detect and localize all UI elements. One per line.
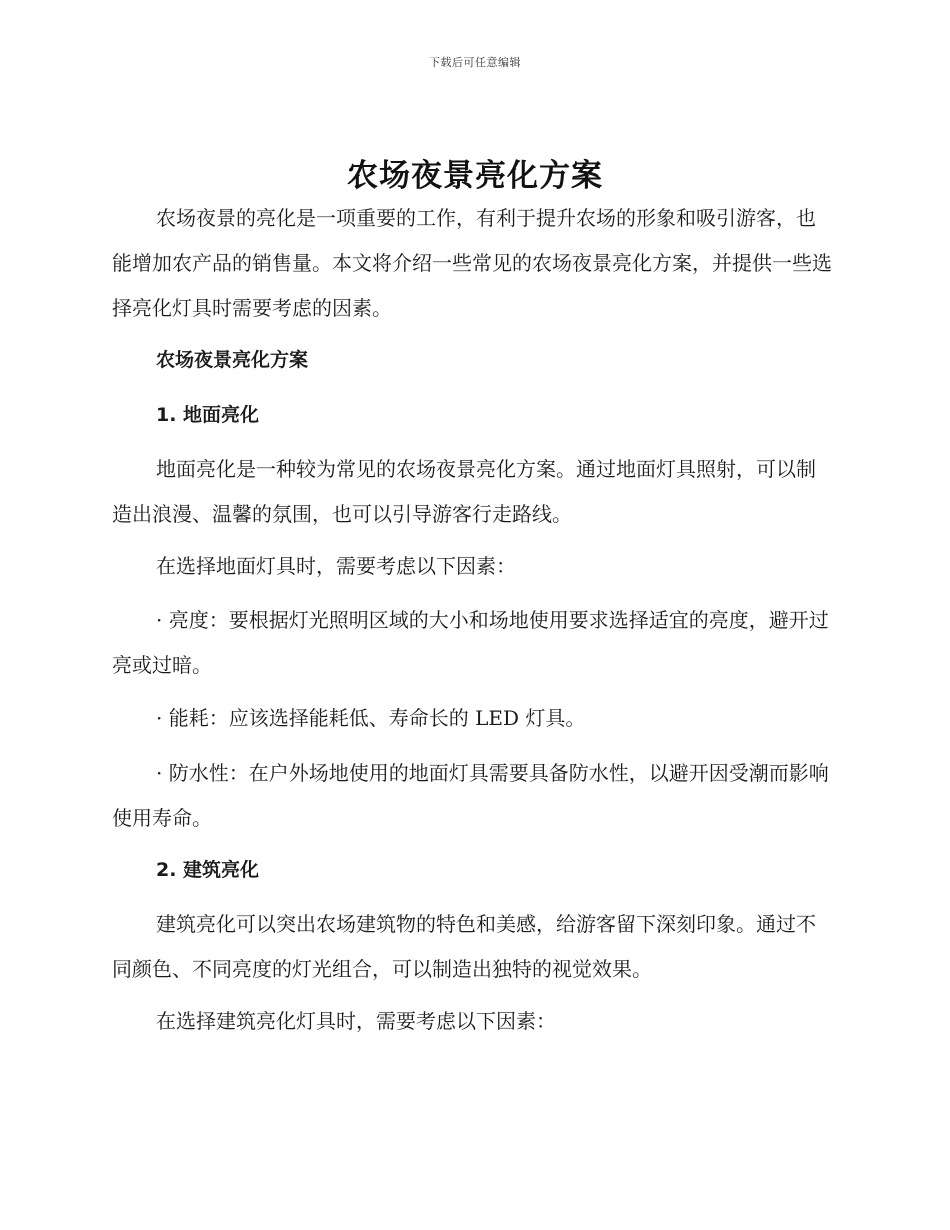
section1-factors-block xyxy=(112,544,832,589)
section2-heading: 2. 建筑亮化 xyxy=(156,859,260,881)
bullet-energy-block xyxy=(112,696,832,741)
bullet-brightness-block xyxy=(112,598,832,688)
bullet-brightness: · 亮度：要根据灯光照明区域的大小和场地使用要求选择适宜的亮度，避开过亮或过暗。 xyxy=(112,608,829,677)
section-heading-block xyxy=(112,338,832,383)
intro-block xyxy=(112,196,832,331)
section-heading: 农场夜景亮化方案 xyxy=(156,349,309,371)
section1-factors-intro: 在选择地面灯具时，需要考虑以下因素： xyxy=(156,554,516,578)
section2-paragraph: 建筑亮化可以突出农场建筑物的特色和美感，给游客留下深刻印象。通过不同颜色、不同亮度的灯光组合，可以制造出独特的视觉效果。 xyxy=(112,912,816,981)
bullet-waterproof-block xyxy=(112,751,832,841)
section1-paragraph: 地面亮化是一种较为常见的农场夜景亮化方案。通过地面灯具照射，可以制造出浪漫、温馨的氛围，也可以引导游客行走路线。 xyxy=(112,457,816,526)
document-title: 农场夜景亮化方案 xyxy=(347,158,603,194)
section2-paragraph-block xyxy=(112,902,832,992)
bullet-energy: · 能耗：应该选择能耗低、寿命长的 LED 灯具。 xyxy=(156,706,586,730)
section1-heading: 1. 地面亮化 xyxy=(156,404,260,426)
section1-heading-block xyxy=(112,393,832,438)
section1-paragraph-block xyxy=(112,447,832,537)
section2-factors-block xyxy=(112,999,832,1044)
section2-factors-intro: 在选择建筑亮化灯具时，需要考虑以下因素： xyxy=(156,1009,556,1033)
header-note: 下载后可任意编辑 xyxy=(429,56,521,69)
bullet-waterproof: · 防水性：在户外场地使用的地面灯具需要具备防水性，以避开因受潮而影响使用寿命。 xyxy=(112,761,829,830)
section2-heading-block xyxy=(112,848,832,893)
intro-paragraph: 农场夜景的亮化是一项重要的工作，有利于提升农场的形象和吸引游客，也能增加农产品的销售量。本文将介绍一些常见的农场夜景亮化方案，并提供一些选择亮化灯具时需要考虑的因素。 xyxy=(112,206,832,320)
